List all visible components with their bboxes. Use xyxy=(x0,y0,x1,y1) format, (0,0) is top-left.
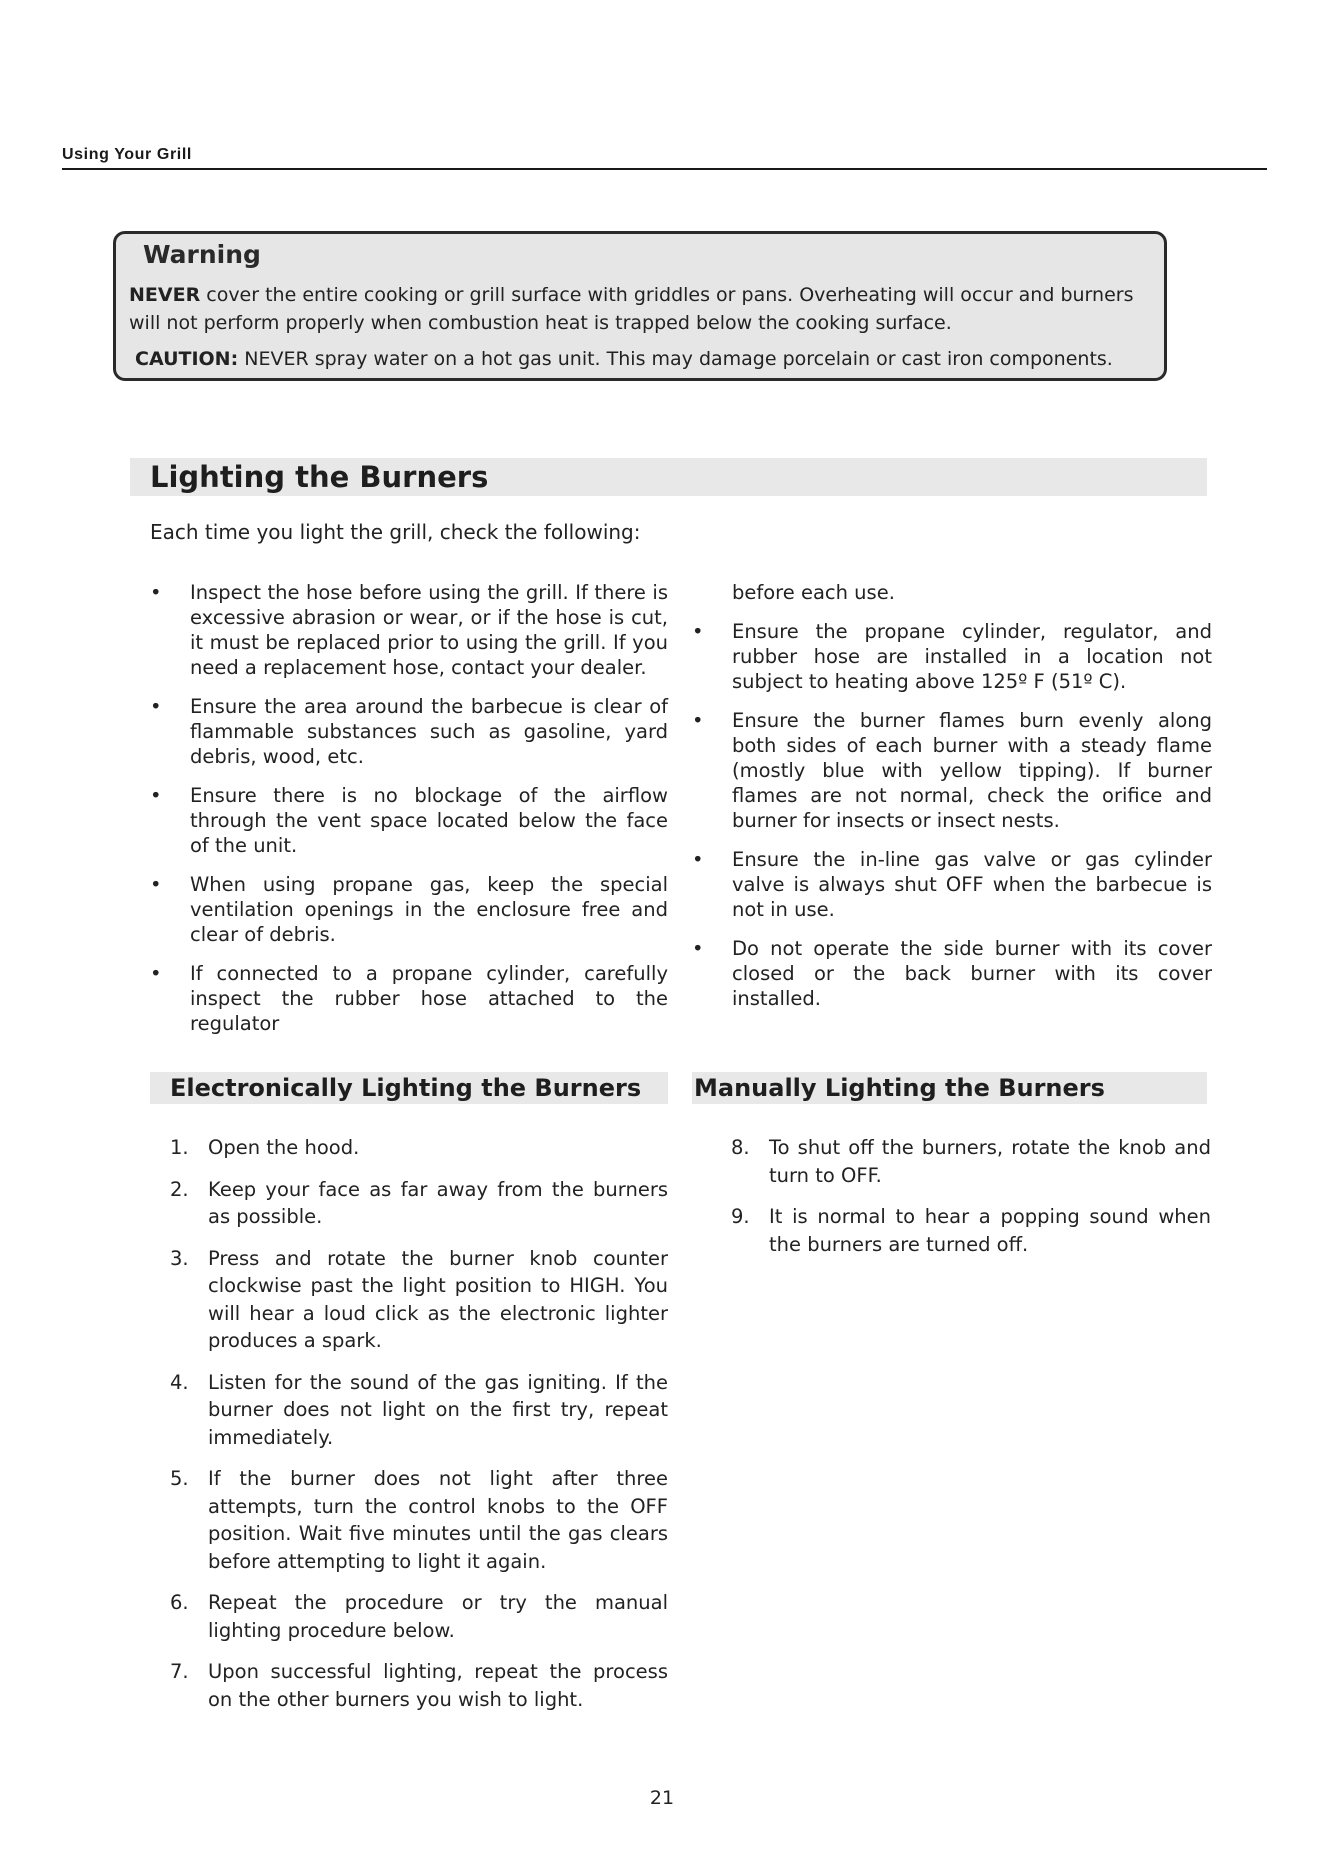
bullet-item xyxy=(150,872,668,947)
caution-text xyxy=(135,346,1165,372)
bullet-text: Ensure the area around the barbecue is clear of flammable substances such as gasoline, yard debris, wood, etc. xyxy=(190,695,668,768)
bullet-icon: • xyxy=(150,784,162,807)
step-item xyxy=(150,1176,668,1231)
step-text: Keep your face as far away from the burners as possible. xyxy=(208,1177,668,1228)
warning-box xyxy=(113,231,1167,381)
warning-title: Warning xyxy=(143,240,261,269)
step-item xyxy=(150,1658,668,1713)
bullet-item xyxy=(692,619,1212,694)
step-item xyxy=(150,1465,668,1575)
bullet-item xyxy=(150,580,668,680)
bullet-icon: • xyxy=(692,620,704,643)
lighting-title: Lighting the Burners xyxy=(150,460,489,494)
continuation-text: before each use. xyxy=(732,581,895,604)
never-label: NEVER xyxy=(129,284,201,306)
step-number: 9. xyxy=(731,1205,750,1228)
bullet-icon: • xyxy=(150,873,162,896)
never-text: cover the entire cooking or grill surface with griddles or pans. Overheating will occur and burners will not perform properly when combustion heat is trapped below the cooking surface. xyxy=(129,284,1134,334)
bullet-text: Do not operate the side burner with its cover closed or the back burner with its cover installed. xyxy=(732,937,1212,1010)
bullet-item xyxy=(150,961,668,1036)
step-number: 8. xyxy=(731,1136,750,1159)
step-text: Open the hood. xyxy=(208,1136,360,1159)
step-text: If the burner does not light after three attempts, turn the control knobs to the OFF position. Wait five minutes until the gas clears before attempting to light it again. xyxy=(208,1467,668,1573)
manual-section-header xyxy=(692,1072,1207,1104)
lighting-left-column xyxy=(150,580,668,1050)
bullet-text: Ensure the propane cylinder, regulator, and rubber hose are installed in a location not subject to heating above 125º F (51º C). xyxy=(732,620,1212,693)
step-text: Press and rotate the burner knob counter clockwise past the light position to HIGH. You will hear a loud click as the electronic lighter produces a spark. xyxy=(208,1246,668,1352)
bullet-icon: • xyxy=(692,937,704,960)
step-number: 7. xyxy=(170,1660,189,1683)
bullet-text: Ensure there is no blockage of the airflow through the vent space located below the face of the unit. xyxy=(190,784,668,857)
step-item xyxy=(150,1589,668,1644)
lighting-right-column xyxy=(692,580,1212,1025)
bullet-item xyxy=(692,847,1212,922)
step-item xyxy=(150,1245,668,1355)
step-text: Repeat the procedure or try the manual lighting procedure below. xyxy=(208,1591,668,1642)
step-number: 6. xyxy=(170,1591,189,1614)
step-text: It is normal to hear a popping sound when the burners are turned off. xyxy=(769,1205,1211,1256)
bullet-icon: • xyxy=(150,695,162,718)
header-title: Using Your Grill xyxy=(62,146,192,163)
bullet-text: Inspect the hose before using the grill. If there is excessive abrasion or wear, or if the hose is cut, it must be replaced prior to using the grill. If you need a replacement hose, contact your dealer. xyxy=(190,581,668,679)
electronic-section-header xyxy=(150,1072,668,1104)
bullet-text: When using propane gas, keep the special ventilation openings in the enclosure free and clear of debris. xyxy=(190,873,668,946)
caution-label: CAUTION: xyxy=(135,348,239,370)
step-number: 1. xyxy=(170,1136,189,1159)
bullet-item xyxy=(692,936,1212,1011)
step-number: 5. xyxy=(170,1467,189,1490)
step-item xyxy=(150,1369,668,1452)
bullet-text: Ensure the burner flames burn evenly along both sides of each burner with a steady flame (mostly blue with yellow tipping). If burner flames are not normal, check the orifice and burner for insects or insect nests. xyxy=(732,709,1212,832)
warning-text xyxy=(129,281,1159,337)
step-item xyxy=(150,1134,668,1162)
lighting-section-header xyxy=(130,458,1207,496)
step-item xyxy=(711,1134,1211,1189)
step-item xyxy=(711,1203,1211,1258)
step-text: Upon successful lighting, repeat the process on the other burners you wish to light. xyxy=(208,1660,668,1711)
step-number: 2. xyxy=(170,1177,189,1201)
bullet-icon: • xyxy=(150,581,162,604)
page-header xyxy=(62,146,1267,170)
lighting-intro: Each time you light the grill, check the following: xyxy=(150,520,641,544)
bullet-text: Ensure the in-line gas valve or gas cylinder valve is always shut OFF when the barbecue is not in use. xyxy=(732,848,1212,921)
bullet-text: If connected to a propane cylinder, carefully inspect the rubber hose attached to the regulator xyxy=(190,962,668,1035)
bullet-icon: • xyxy=(692,848,704,871)
page-number: 21 xyxy=(649,1787,675,1809)
bullet-item xyxy=(150,694,668,769)
manual-steps xyxy=(711,1134,1211,1272)
step-number: 4. xyxy=(170,1370,189,1394)
bullet-icon: • xyxy=(150,962,162,985)
electronic-title: Electronically Lighting the Burners xyxy=(170,1074,642,1102)
bullet-item xyxy=(150,783,668,858)
step-text: Listen for the sound of the gas igniting. If the burner does not light on the first try, repeat immediately. xyxy=(208,1370,668,1449)
electronic-steps xyxy=(150,1134,668,1727)
manual-title: Manually Lighting the Burners xyxy=(694,1074,1105,1102)
bullet-icon: • xyxy=(692,709,704,732)
bullet-item xyxy=(692,708,1212,833)
step-number: 3. xyxy=(170,1246,189,1270)
step-text: To shut off the burners, rotate the knob and turn to OFF. xyxy=(769,1136,1211,1187)
caution-body: NEVER spray water on a hot gas unit. This may damage porcelain or cast iron components. xyxy=(238,348,1113,370)
